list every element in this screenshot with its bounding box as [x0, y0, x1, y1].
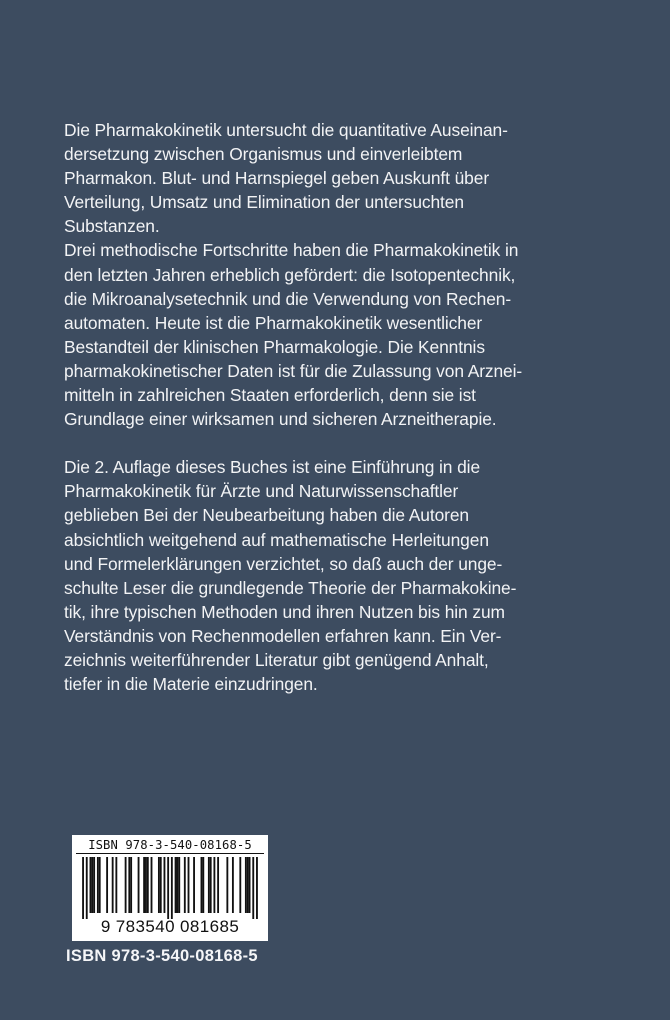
barcode-bar	[91, 857, 93, 913]
blurb-line: den letzten Jahren erheblich gefördert: die Isotopentechnik,	[64, 264, 516, 285]
isbn-footer: ISBN 978-3-540-08168-5	[66, 947, 258, 965]
barcode-bar	[201, 857, 203, 913]
barcode-bar	[147, 857, 149, 913]
isbn-barcode	[72, 835, 268, 941]
blurb-line: pharmakokinetischer Daten ist für die Zulassung von Arznei-	[64, 360, 523, 381]
blurb-line: geblieben Bei der Neubearbeitung haben die Autoren	[64, 505, 469, 526]
barcode-bar	[167, 857, 169, 919]
blurb-line: Grundlage einer wirksamen und sicheren Arzneitherapie.	[64, 409, 497, 430]
barcode-bar	[184, 857, 186, 913]
barcode-bar	[145, 857, 147, 913]
blurb-line: tik, ihre typischen Methoden und ihren Nutzen bis hin zum	[64, 601, 505, 622]
blurb-paragraph-1	[64, 118, 624, 431]
barcode-bar	[217, 857, 219, 913]
barcode-bar	[176, 857, 178, 913]
barcode-bar	[115, 857, 117, 913]
barcode-isbn-label: ISBN 978-3-540-08168-5	[76, 838, 264, 854]
barcode-bar	[247, 857, 249, 913]
blurb-line: und Formelerklärungen verzichtet, so daß auch der unge-	[64, 553, 503, 574]
blurb-line: die Mikroanalysetechnik und die Verwendung von Rechen-	[64, 288, 512, 309]
barcode-bar	[86, 857, 88, 919]
blurb-line: Verteilung, Umsatz und Elimination der untersuchten	[64, 192, 464, 213]
blurb-line: mitteln in zahlreichen Staaten erforderlich, denn sie ist	[64, 385, 476, 406]
barcode-bar	[178, 857, 180, 913]
barcode-bar	[188, 857, 190, 913]
barcode-bar	[97, 857, 99, 913]
barcode-bar	[256, 857, 258, 919]
barcode-ean-digits: 9 783540 081685	[100, 917, 240, 936]
barcode-bar	[130, 857, 132, 913]
barcode-bar	[208, 857, 210, 913]
barcode-bar	[158, 857, 160, 913]
blurb-line: Die Pharmakokinetik untersucht die quantitative Auseinan-	[64, 120, 508, 140]
barcode-bar	[210, 857, 212, 913]
barcode-bar	[128, 857, 130, 913]
blurb-line: dersetzung zwischen Organismus und einverleibtem	[64, 144, 463, 165]
barcode-bar	[164, 857, 166, 913]
barcode-bar	[171, 857, 173, 919]
barcode-bar	[232, 857, 234, 913]
barcode-bar	[239, 857, 241, 913]
blurb-line: zeichnis weiterführender Literatur gibt genügend Anhalt,	[64, 649, 489, 670]
barcode-bar	[160, 857, 162, 913]
barcode-bar	[245, 857, 247, 913]
blurb-line: automaten. Heute ist die Pharmakokinetik wesentlicher	[64, 312, 483, 333]
barcode-bar	[193, 857, 195, 913]
barcode-bar	[252, 857, 254, 919]
blurb-line: schulte Leser die grundlegende Theorie der Pharmakokine-	[64, 577, 517, 598]
barcode-bar	[202, 857, 204, 913]
barcode-bar	[175, 857, 177, 913]
blurb-line: Substanzen.	[64, 216, 160, 237]
blurb-line: Pharmakokinetik für Ärzte und Naturwissenschaftler	[64, 481, 459, 502]
barcode-bar	[82, 857, 84, 919]
barcode-bar	[249, 857, 251, 913]
barcode-bar	[143, 857, 145, 913]
barcode-bar	[99, 857, 101, 913]
barcode-bar	[106, 857, 108, 913]
barcode-bar	[226, 857, 228, 913]
barcode-bar	[90, 857, 92, 913]
barcode-bar	[112, 857, 114, 913]
blurb-line: Bestandteil der klinischen Pharmakologie. Die Kenntnis	[64, 336, 485, 357]
barcode-bar	[213, 857, 215, 913]
barcode-bar	[151, 857, 153, 913]
blurb-line: Die 2. Auflage dieses Buches ist eine Einführung in die	[64, 457, 481, 478]
blurb-line: tiefer in die Materie einzudringen.	[64, 674, 318, 695]
barcode-bar	[125, 857, 127, 913]
blurb-paragraph-2	[64, 455, 624, 696]
barcode-bars	[76, 857, 264, 919]
blurb-line: Drei methodische Fortschritte haben die Pharmakokinetik in	[64, 240, 519, 261]
blurb-line: Verständnis von Rechenmodellen erfahren kann. Ein Ver-	[64, 625, 502, 646]
blurb-line: absichtlich weitgehend auf mathematische Herleitungen	[64, 529, 489, 550]
blurb-line: Pharmakon. Blut- und Harnspiegel geben Auskunft über	[64, 168, 490, 189]
barcode-bar	[138, 857, 140, 913]
back-cover-blurb	[64, 118, 624, 696]
barcode-bar	[93, 857, 95, 913]
